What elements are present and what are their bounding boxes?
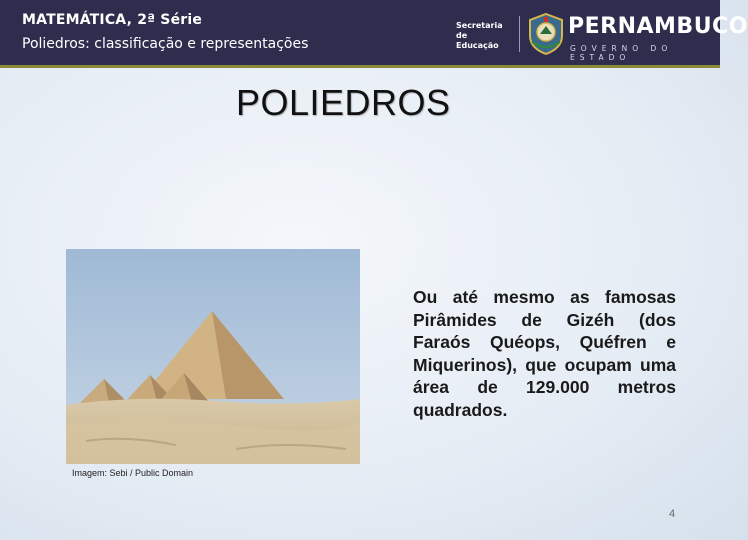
pyramids-photo xyxy=(66,249,360,464)
secretaria-line-2: Educação xyxy=(456,41,499,50)
secretaria-line-1: Secretaria de xyxy=(456,21,503,40)
topic-subtitle: Poliedros: classificação e representações xyxy=(22,36,309,52)
secretaria-logo-text xyxy=(456,21,516,51)
course-title: MATEMÁTICA, 2ª Série xyxy=(22,12,203,28)
logo-divider xyxy=(519,16,520,52)
header-bar xyxy=(0,0,748,68)
slide-title: POLIEDROS xyxy=(236,82,451,123)
state-seal-icon xyxy=(526,12,566,56)
page-number: 4 xyxy=(669,508,676,520)
state-government-label: GOVERNO DO ESTADO xyxy=(570,44,673,62)
body-paragraph: Ou até mesmo as famosas Pirâmides de Gizéh (dos Faraós Quéops, Quéfren e Miquerinos), que ocupam uma área de 129.000 metros quadrados. xyxy=(413,287,676,420)
state-name-logo: PERNAMBUCO xyxy=(568,14,748,39)
image-caption: Imagem: Sebi / Public Domain xyxy=(72,468,194,478)
